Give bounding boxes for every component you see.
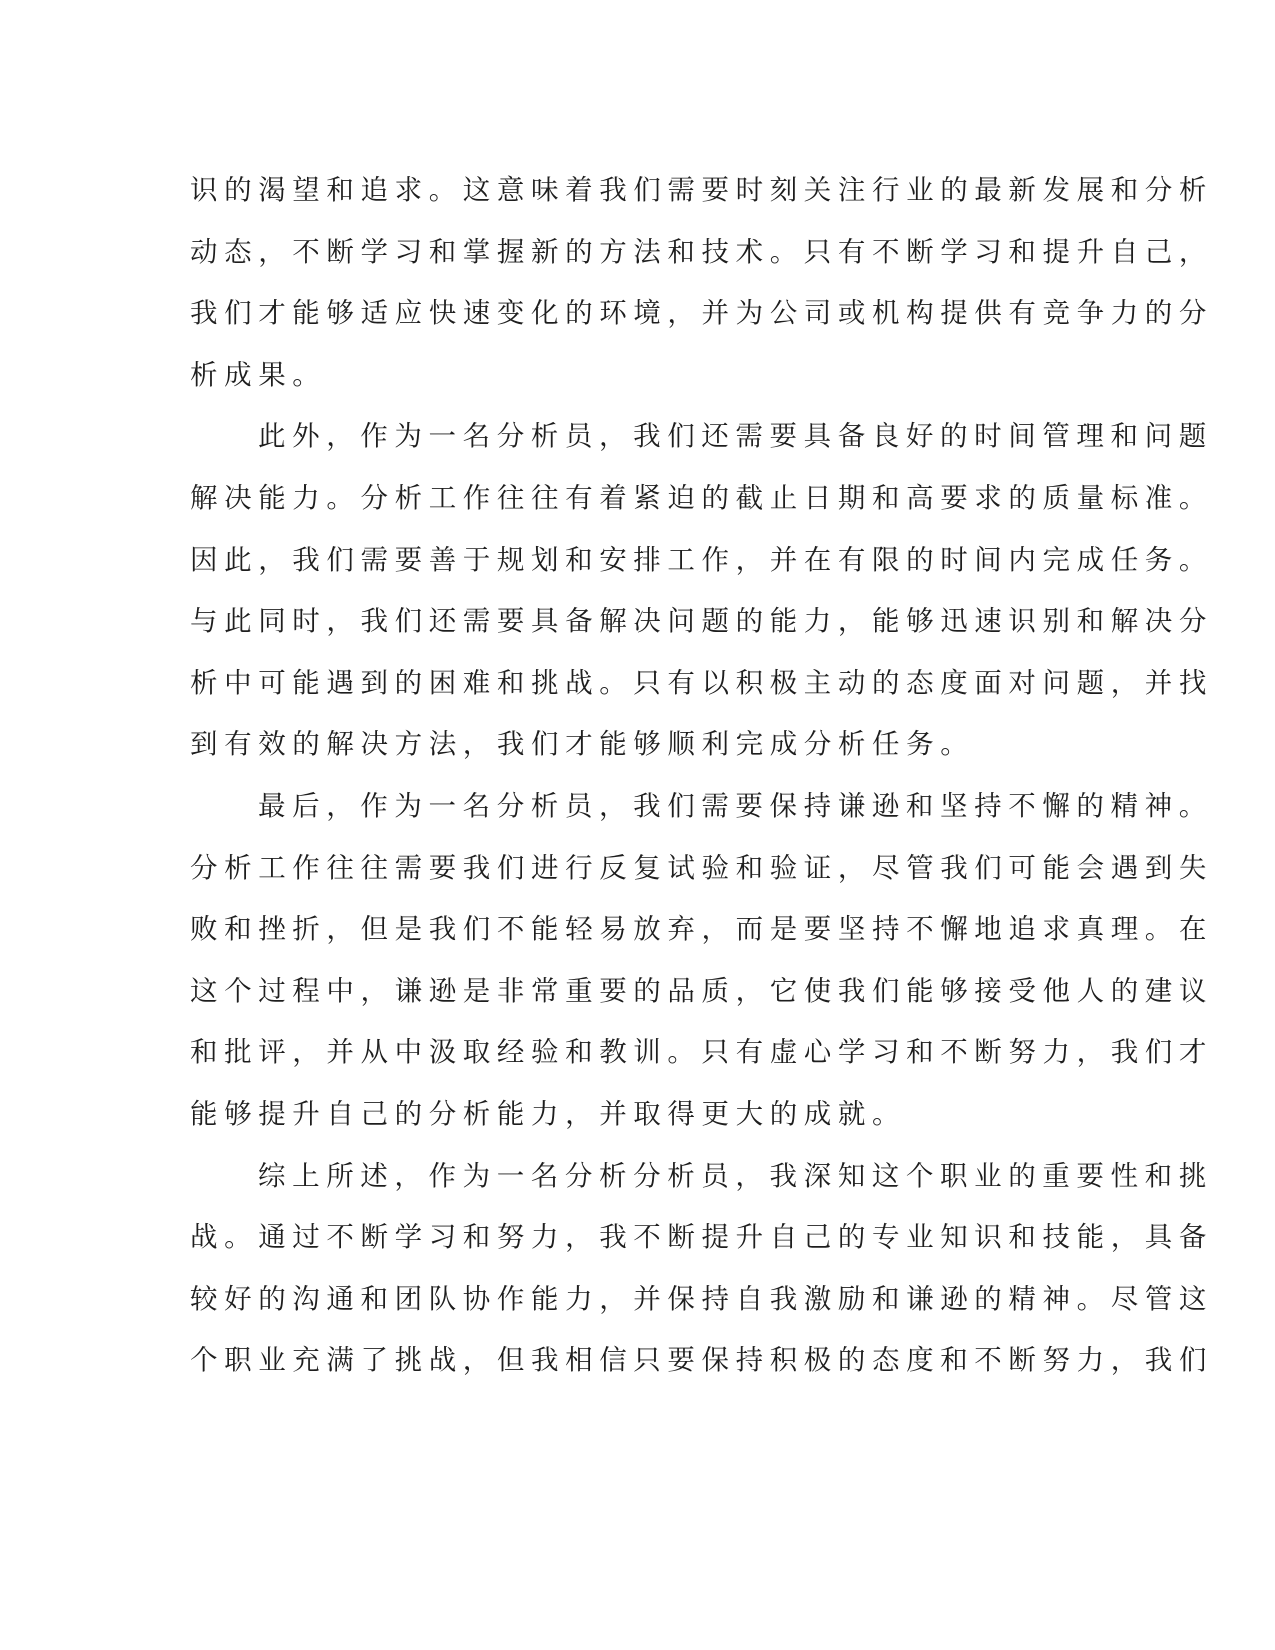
text-line: 与此同时，我们还需要具备解决问题的能力，能够迅速识别和解决分 <box>190 605 1213 638</box>
text-line-first: 此外，作为一名分析员，我们还需要具备良好的时间管理和问题 <box>258 420 1213 453</box>
paragraph-4 <box>190 1146 1213 1392</box>
text-line: 我们才能够适应快速变化的环境，并为公司或机构提供有竞争力的分 <box>190 297 1213 330</box>
text-line: 析成果。 <box>190 358 327 391</box>
text-line: 分析工作往往需要我们进行反复试验和验证，尽管我们可能会遇到失 <box>190 851 1213 884</box>
text-line: 识的渴望和追求。这意味着我们需要时刻关注行业的最新发展和分析 <box>190 174 1213 206</box>
paragraph-2 <box>190 406 1213 776</box>
text-line: 析中可能遇到的困难和挑战。只有以积极主动的态度面对问题，并找 <box>190 666 1213 699</box>
text-line: 败和挫折，但是我们不能轻易放弃，而是要坚持不懈地追求真理。在 <box>190 913 1213 946</box>
text-line: 和批评，并从中汲取经验和教训。只有虚心学习和不断努力，我们才 <box>190 1036 1213 1069</box>
text-line: 这个过程中，谦逊是非常重要的品质，它使我们能够接受他人的建议 <box>190 974 1213 1007</box>
text-line: 战。通过不断学习和努力，我不断提升自己的专业知识和技能，具备 <box>190 1221 1213 1254</box>
text-line: 个职业充满了挑战，但我相信只要保持积极的态度和不断努力，我们 <box>190 1344 1213 1377</box>
text-line: 解决能力。分析工作往往有着紧迫的截止日期和高要求的质量标准。 <box>190 481 1213 514</box>
text-line: 能够提升自己的分析能力，并取得更大的成就。 <box>190 1097 907 1130</box>
text-line-first: 最后，作为一名分析员，我们需要保持谦逊和坚持不懈的精神。 <box>258 789 1213 822</box>
text-line: 到有效的解决方法，我们才能够顺利完成分析任务。 <box>190 728 975 761</box>
text-line: 因此，我们需要善于规划和安排工作，并在有限的时间内完成任务。 <box>190 543 1213 576</box>
text-line-first: 综上所述，作为一名分析分析员，我深知这个职业的重要性和挑 <box>258 1159 1213 1192</box>
paragraph-3 <box>190 776 1213 1146</box>
text-line: 较好的沟通和团队协作能力，并保持自我激励和谦逊的精神。尽管这 <box>190 1282 1213 1315</box>
text-line: 动态，不断学习和掌握新的方法和技术。只有不断学习和提升自己， <box>190 235 1213 268</box>
paragraph-1 <box>190 160 1213 406</box>
body-text <box>190 160 1213 1392</box>
